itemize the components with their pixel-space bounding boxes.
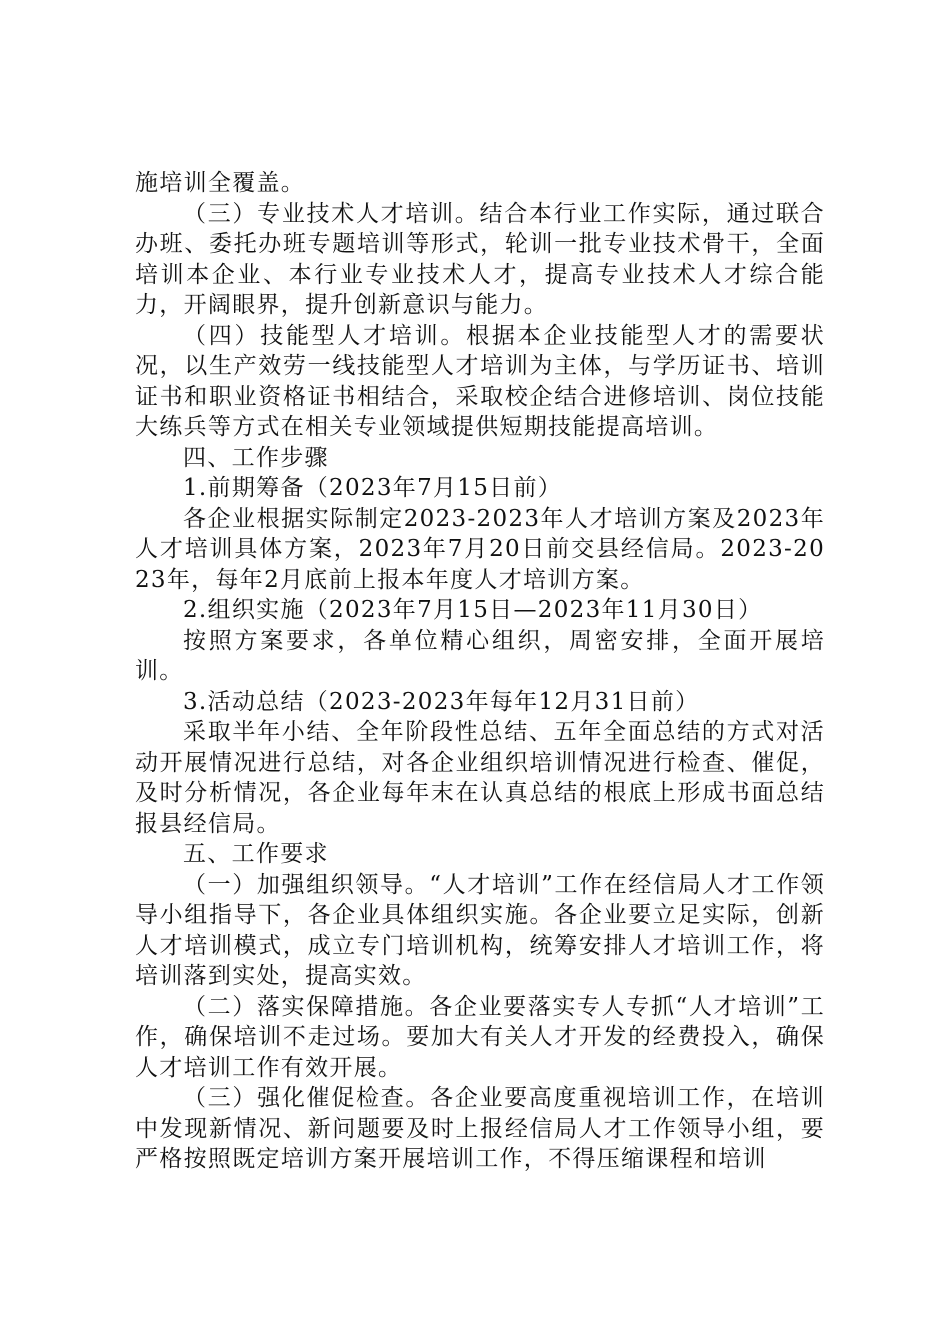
paragraph-supervision: （三）强化催促检查。各企业要高度重视培训工作，在培训中发现新情况、新问题要及时上报经信局人才工作领导小组，要严格按照既定培训方案开展培训工作，不得压缩课程和培训 [135, 1085, 825, 1172]
paragraph-professional-training: （三）专业技术人才培训。结合本行业工作实际，通过联合办班、委托办班专题培训等形式，轮训一批专业技术骨干，全面培训本企业、本行业专业技术人才，提高专业技术人才综合能力，开阔眼界，提升创新意识与能力。 [135, 200, 825, 318]
step-heading-implementation: 2.组织实施（2023年7月15日—2023年11月30日） [183, 597, 763, 623]
document-body [135, 168, 825, 1175]
paragraph-skills-training: （四）技能型人才培训。根据本企业技能型人才的需要状况，以生产效劳一线技能型人才培训为主体，与学历证书、培训证书和职业资格证书相结合，采取校企结合进修培训、岗位技能大练兵等方式在相关专业领域提供短期技能提高培训。 [135, 322, 825, 440]
step-heading-preparation: 1.前期筹备（2023年7月15日前） [183, 475, 563, 501]
paragraph-preparation: 各企业根据实际制定2023-2023年人才培训方案及2023年人才培训具体方案，2023年7月20日前交县经信局。2023-2023年，每年2月底前上报本年度人才培训方案。 [135, 505, 825, 593]
step-heading-summary: 3.活动总结（2023-2023年每年12月31日前） [183, 688, 700, 715]
paragraph-implementation: 按照方案要求，各单位精心组织，周密安排，全面开展培训。 [135, 627, 825, 684]
paragraph-organization: （一）加强组织领导。“人才培训”工作在经信局人才工作领导小组指导下，各企业具体组织实施。各企业要立足实际，创新人才培训模式，成立专门培训机构，统筹安排人才培训工作，将培训落到实处，提高实效。 [135, 871, 825, 989]
section-heading-work-requirements: 五、工作要求 [183, 841, 329, 867]
paragraph-summary: 采取半年小结、全年阶段性总结、五年全面总结的方式对活动开展情况进行总结，对各企业组织培训情况进行检查、催促，及时分析情况，各企业每年末在认真总结的根底上形成书面总结报县经信局。 [135, 719, 825, 837]
paragraph-continuation: 施培训全覆盖。 [135, 170, 306, 196]
section-heading-work-steps: 四、工作步骤 [183, 444, 329, 471]
paragraph-safeguards: （二）落实保障措施。各企业要落实专人专抓“人才培训”工作，确保培训不走过场。要加大有关人才开发的经费投入，确保人才培训工作有效开展。 [135, 993, 825, 1081]
